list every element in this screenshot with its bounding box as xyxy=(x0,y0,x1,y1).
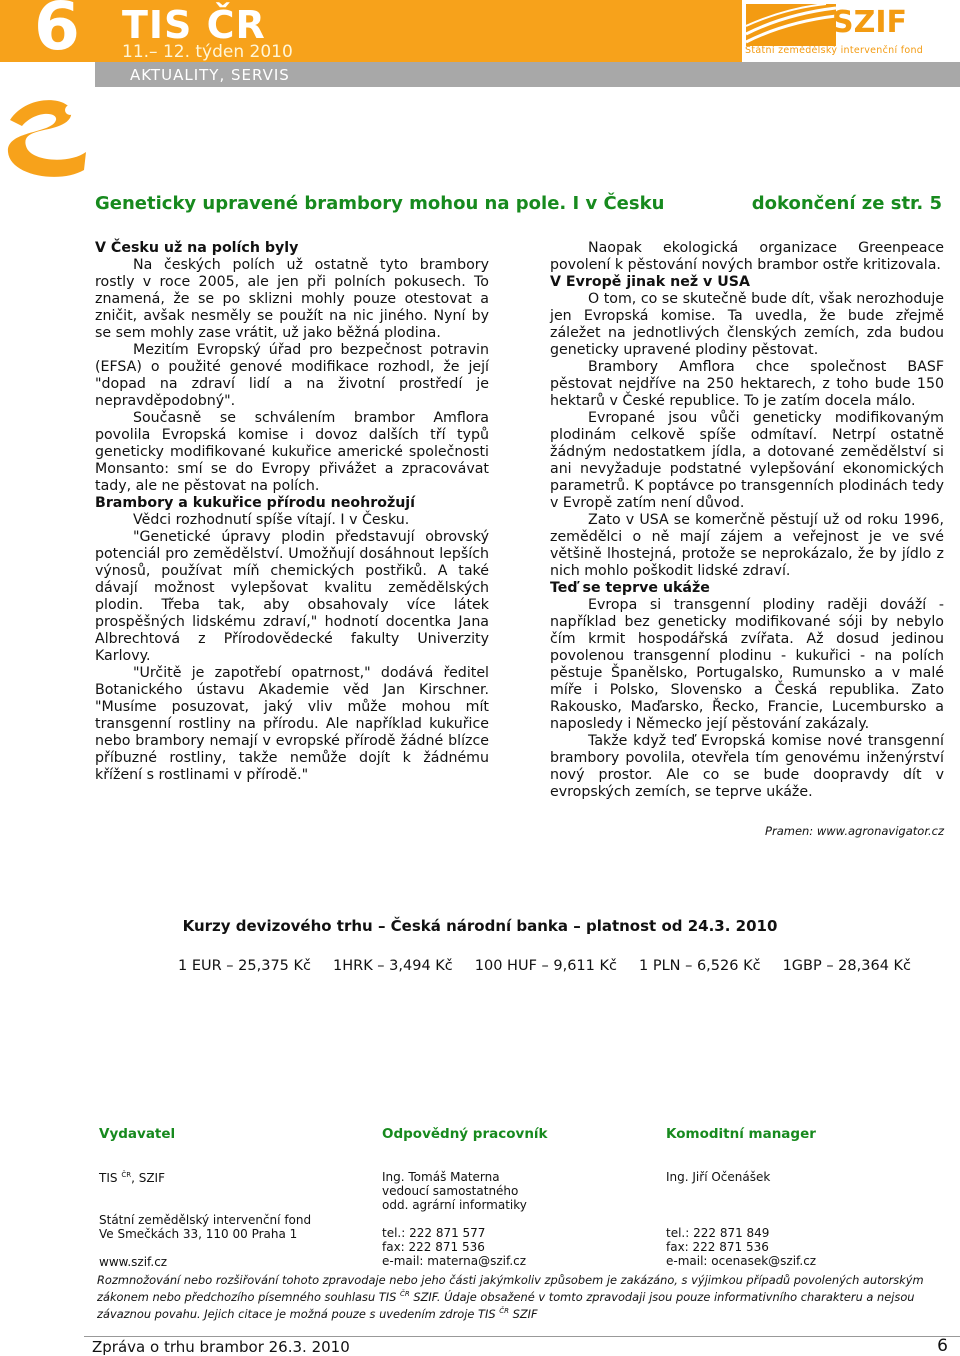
manager-tel: tel.: 222 871 849 xyxy=(666,1226,770,1240)
paragraph: Mezitím Evropský úřad pro bezpečnost potravin (EFSA) o použité genové modifikace rozhodl, že její "dopad na zdraví lidí a na životní prostředí je nepravděpodobný". xyxy=(95,342,489,409)
page-header xyxy=(0,0,960,90)
section-label: AKTUALITY, SERVIS xyxy=(130,66,290,84)
paragraph: Vědci rozhodnutí spíše vítají. I v Česku. xyxy=(133,512,410,528)
subheading: V Evropě jinak než v USA xyxy=(550,274,750,290)
exchange-rate: 1 EUR – 25,375 Kč xyxy=(178,958,311,974)
paragraph: Evropané jsou vůči geneticky modifikovaným plodinám celkově spíše odmítaví. Netrpí ostatně žádným nedostatkem jídla, a dotované zemědělství si ani nevyžaduje podstatné vylepšování ekonomických parametrů. K poptávce po transgenních plodinách tedy v Evropě zatím není důvod. xyxy=(550,410,944,511)
paragraph: Evropa si transgenní plodiny raději dováží - například bez geneticky modifikované sóji by nebylo čím krmit hospodářská zvířata. Až dosud jedinou povolenou transgenní plodinu - kukuřici - na polích pěstuje Španělsko, Portugalsko, Rumunsko a v malé míře i Polsko, Slovensko a Česká republika. Zato Rakousko, Maďarsko, Řecko, Francie, Lucembursko a naposledy i Německo její pěstování zakázaly. xyxy=(550,597,944,732)
responsible-email: e-mail: materna@szif.cz xyxy=(382,1254,527,1268)
publisher-name: TIS $^{ČR}$, SZIF xyxy=(99,1171,166,1185)
manager-name: Ing. Jiří Očenášek xyxy=(666,1170,771,1184)
footer-divider xyxy=(84,1336,960,1337)
responsible-role: odd. agrární informatiky xyxy=(382,1198,527,1212)
tis-s-logo-icon xyxy=(0,90,96,180)
szif-logo-text: SZIF xyxy=(832,5,908,40)
exchange-rate: 100 HUF – 9,611 Kč xyxy=(474,958,617,974)
wheat-field-icon xyxy=(746,4,836,46)
paragraph: Naopak ekologická organizace Greenpeace povolení k pěstování nových brambor ostře kritizovala. xyxy=(550,240,944,273)
page-number: 6 xyxy=(937,1336,948,1356)
exchange-rate: 1 PLN – 6,526 Kč xyxy=(638,958,761,974)
manager-fax: fax: 222 871 536 xyxy=(666,1240,769,1254)
manager-email: e-mail: ocenasek@szif.cz xyxy=(666,1254,817,1268)
publisher-address: Ve Smečkách 33, 110 00 Praha 1 xyxy=(99,1227,298,1241)
paragraph: Zato v USA se komerčně pěstují už od roku 1996, zemědělci o ně mají zájem a veřejnost je ve své většině lhostejná, protože se neprokázalo, že by jídlo z nich mohlo poškodit lidské zdraví. xyxy=(550,512,944,579)
szif-logo-subtitle: Státní zemědělský intervenční fond xyxy=(745,45,924,56)
responsible-info xyxy=(382,1170,642,1268)
article-headline: Geneticky upravené brambory mohou na pole. I v Česku xyxy=(95,193,665,214)
paragraph: Současně se schválením brambor Amflora povolila Evropská komise i dovoz dalších tří typů geneticky modifikované kukuřice americké společnosti Monsanto: smí se do Evropy přivážet a zpracovávat tady, ale ne pěstovat na polích. xyxy=(95,410,489,494)
publisher-heading: Vydavatel xyxy=(99,1126,176,1142)
report-title: Zpráva o trhu brambor 26.3. 2010 xyxy=(92,1338,350,1356)
paragraph: "Určitě je zapotřebí opatrnost," dodává ředitel Botanického ústavu Akademie věd Jan Kirschner. "Musíme posuzovat, jaký vliv může mohou mít transgenní rostliny na přírodu. Ale například kukuřice nebo brambory nemají v evropské přírodě žádné blízce příbuzné rostliny, takže nemůže dojít k žádnému křížení s rostlinami v přírodě." xyxy=(95,665,489,783)
subheading: Brambory a kukuřice přírodu neohrožují xyxy=(95,495,416,511)
article-source: Pramen: www.agronavigator.cz xyxy=(765,824,944,838)
exchange-rate: 1HRK – 3,494 Kč xyxy=(332,958,453,974)
manager-info xyxy=(666,1170,926,1268)
issue-number: 6 xyxy=(34,0,80,65)
responsible-role: vedoucí samostatného xyxy=(382,1184,519,1198)
responsible-tel: tel.: 222 871 577 xyxy=(382,1226,486,1240)
paragraph: Brambory Amflora chce společnost BASF pěstovat nejdříve na 250 hektarech, z toho bude 150 hektarů v České republice. To je zatím docela málo. xyxy=(550,359,944,409)
paragraph: O tom, co se skutečně bude dít, však nerozhoduje jen Evropská komise. Ta uvedla, že bude zřejmě záležet na jednotlivých členských zemích, zda budou geneticky upravené plodiny pěstovat. xyxy=(550,291,944,358)
exchange-rate: 1GBP – 28,364 Kč xyxy=(782,958,912,974)
legal-notice: Rozmnožování nebo rozšiřování tohoto zpravodaje nebo jeho části jakýmkoliv způsobem je zakázáno, s výjimkou případů povolených autorským zákonem nebo předchozího písemného souhlasu TIS $^{ČR}$ SZIF. Údaje obsažené v tomto zpravodaji jsou pouze informativního charakteru a nejsou závaznou povahu. Jejich citace je možná pouze s uvedením zdroje TIS $^{ČR}$ SZIF xyxy=(97,1273,924,1321)
subheading: V Česku už na polích byly xyxy=(95,240,299,256)
paragraph: Na českých polích už ostatně tyto brambory rostly v roce 2005, ale jen při polních pokusech. To znamená, že se po sklizni mohly pouze otestovat a zničit, avšak nesměly se použít na nic jiného. Nyní by se sem mohly zase vrátit, už jako běžná plodina. xyxy=(95,257,489,341)
publication-title: TIS ČR xyxy=(122,3,266,47)
manager-heading: Komoditní manager xyxy=(666,1126,816,1142)
responsible-name: Ing. Tomáš Materna xyxy=(382,1170,500,1184)
publisher-web: www.szif.cz xyxy=(99,1255,168,1269)
exchange-rates-title: Kurzy devizového trhu – Česká národní banka – platnost od 24.3. 2010 xyxy=(182,917,778,935)
responsible-heading: Odpovědný pracovník xyxy=(382,1126,548,1142)
publisher-org: Státní zemědělský intervenční fond xyxy=(99,1213,312,1227)
publication-week: 11.– 12. týden 2010 xyxy=(122,42,293,62)
exchange-rates-row xyxy=(178,958,933,974)
article-column-right xyxy=(550,240,944,801)
subheading: Teď se teprve ukáže xyxy=(550,580,710,596)
publisher-info xyxy=(99,1168,359,1269)
continuation-note: dokončení ze str. 5 xyxy=(751,193,942,214)
paragraph: Takže když teď Evropská komise nové transgenní brambory povolila, otevřela tím genovému inženýrství nový prostor. Ale co se bude doopravdy dít v evropských zemích, se teprve ukáže. xyxy=(550,733,944,800)
article-column-left xyxy=(95,240,489,784)
responsible-fax: fax: 222 871 536 xyxy=(382,1240,485,1254)
paragraph: "Genetické úpravy plodin představují obrovský potenciál pro zemědělství. Umožňují dosáhnout lepších výnosů, používat míň chemických postřiků. A také dávají možnost vylepšovat kvalitu zemědělských plodin. Třeba tak, aby obsahovaly více látek prospěšných lidskému zdraví," hodnotí docentka Jana Albrechtová z Přírodovědecké fakulty Univerzity Karlovy. xyxy=(95,529,489,664)
